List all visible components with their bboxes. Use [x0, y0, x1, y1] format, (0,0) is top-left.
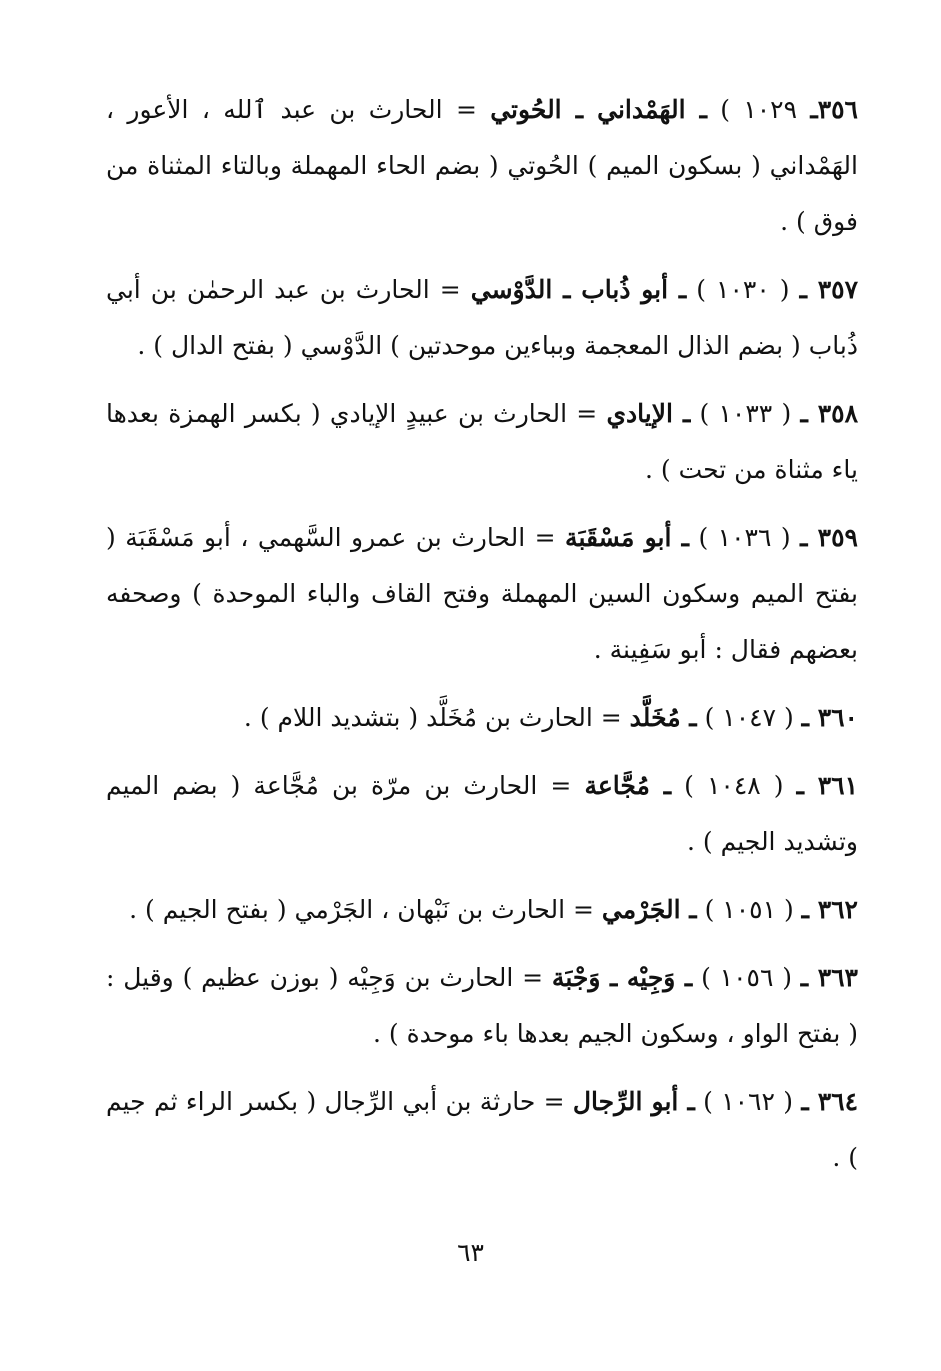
entry-359 — [106, 510, 858, 678]
entry-text-continued: جيم ) . — [106, 1087, 858, 1172]
entry-text: = حارثة بن أبي الرِّجال ( بكسر الراء ثم — [153, 1087, 565, 1116]
entry-text: = الحارث بن وَجِيْه ( بوزن عظيم ) — [182, 963, 544, 992]
entry-text: = الحارث بن عمرو السَّهمي ، أبو مَسْقَبَة — [125, 523, 556, 552]
entry-text: = الحارث بن مُخَلَّد ( بتشديد اللام ) . — [243, 703, 622, 732]
entry-361 — [106, 758, 858, 870]
page-number: ٦٣ — [457, 1238, 484, 1267]
entry-heading: ـ مُجَّاعة — [584, 771, 672, 800]
entry-358 — [106, 386, 858, 498]
entry-text: = الحارث بن عبد الرحمٰن بن — [150, 275, 461, 304]
entry-reference: ( ١٠٤٨ ) — [684, 771, 784, 800]
entry-362 — [106, 882, 858, 938]
entry-364 — [106, 1074, 858, 1186]
document-body — [106, 82, 858, 1198]
entry-text-continued: ( بفتح الميم وسكون السين المهملة وفتح القاف والباء الموحدة ) وصحفه بعضهم فقال : أبو سَفِينة . — [106, 523, 858, 664]
entry-number: ٣٦٠ ـ — [801, 703, 858, 732]
entry-356 — [106, 82, 858, 250]
entry-number: ٣٥٧ ـ — [799, 275, 859, 304]
entry-reference: ( ١٠٣٣ ) — [699, 399, 792, 428]
entry-reference: ( ١٠٣٠ ) — [696, 275, 790, 304]
entry-reference: ( ١٠٣٦ ) — [698, 523, 791, 552]
entry-text-continued: أبي ذُباب ( بضم الذال المعجمة وبباءين موحدتين ) الدَّوْسي ( بفتح الدال ) . — [106, 275, 858, 360]
entry-363 — [106, 950, 858, 1062]
entry-number: ٣٦٣ ـ — [800, 963, 858, 992]
entry-heading: ـ وَجِيْه ـ وَجْبَة — [551, 963, 693, 992]
entry-360 — [106, 690, 858, 746]
entry-text-continued: وتشديد الجيم ) . — [687, 827, 858, 856]
entry-heading: ـ الهَمْداني ـ الحُوتي — [490, 95, 707, 124]
entry-text-continued: وقيل : ( بفتح الواو ، وسكون الجيم بعدها باء موحدة ) . — [106, 963, 858, 1048]
entry-text: = الحارث بن نَبْهان ، الجَرْمي ( بفتح — [225, 895, 594, 924]
entry-heading: ـ أبو ذُباب ـ الدَّوْسي — [470, 275, 687, 304]
entry-text-continued: الهَمْداني ( بسكون الميم ) الحُوتي ( بضم الحاء المهملة وبالتاء المثناة من فوق ) . — [106, 151, 858, 236]
entry-text-continued: الجيم ) . — [129, 895, 218, 924]
entry-reference: ( ١٠٦٢ ) — [703, 1087, 793, 1116]
entry-heading: ـ الإيادي — [606, 399, 691, 428]
entry-text: = الحارث بن مرّة بن مُجَّاعة ( بضم الميم — [106, 771, 572, 800]
entry-number: ٣٥٩ ـ — [800, 523, 858, 552]
entry-number: ٣٦٢ ـ — [801, 895, 858, 924]
entry-357 — [106, 262, 858, 374]
entry-heading: ـ أبو الرِّجال — [572, 1087, 695, 1116]
entry-number: ٣٦١ ـ — [796, 771, 859, 800]
entry-text-continued: بعدها ياء مثناة من تحت ) . — [106, 399, 858, 484]
entry-reference: ( ١٠٥٦ ) — [701, 963, 792, 992]
entry-number: ٣٦٤ ـ — [801, 1087, 859, 1116]
entry-heading: ـ أبو مَسْقَبَة — [565, 523, 689, 552]
entry-number: ٣٥٦ـ — [810, 95, 858, 124]
entry-heading: ـ مُخَلَّد — [629, 703, 697, 732]
entry-heading: ـ الجَرْمي — [601, 895, 697, 924]
entry-text: = الحارث بن عبيدٍ الإيادي ( بكسر الهمزة — [168, 399, 598, 428]
entry-reference: ( ١٠٤٧ ) — [704, 703, 794, 732]
entry-reference: ( ١٠٥١ ) — [704, 895, 794, 924]
entry-reference: ١٠٢٩ ) — [720, 95, 798, 124]
entry-text: = الحارث بن عبد ٱلله ، الأعور ، — [106, 95, 477, 124]
entry-number: ٣٥٨ ـ — [800, 399, 859, 428]
